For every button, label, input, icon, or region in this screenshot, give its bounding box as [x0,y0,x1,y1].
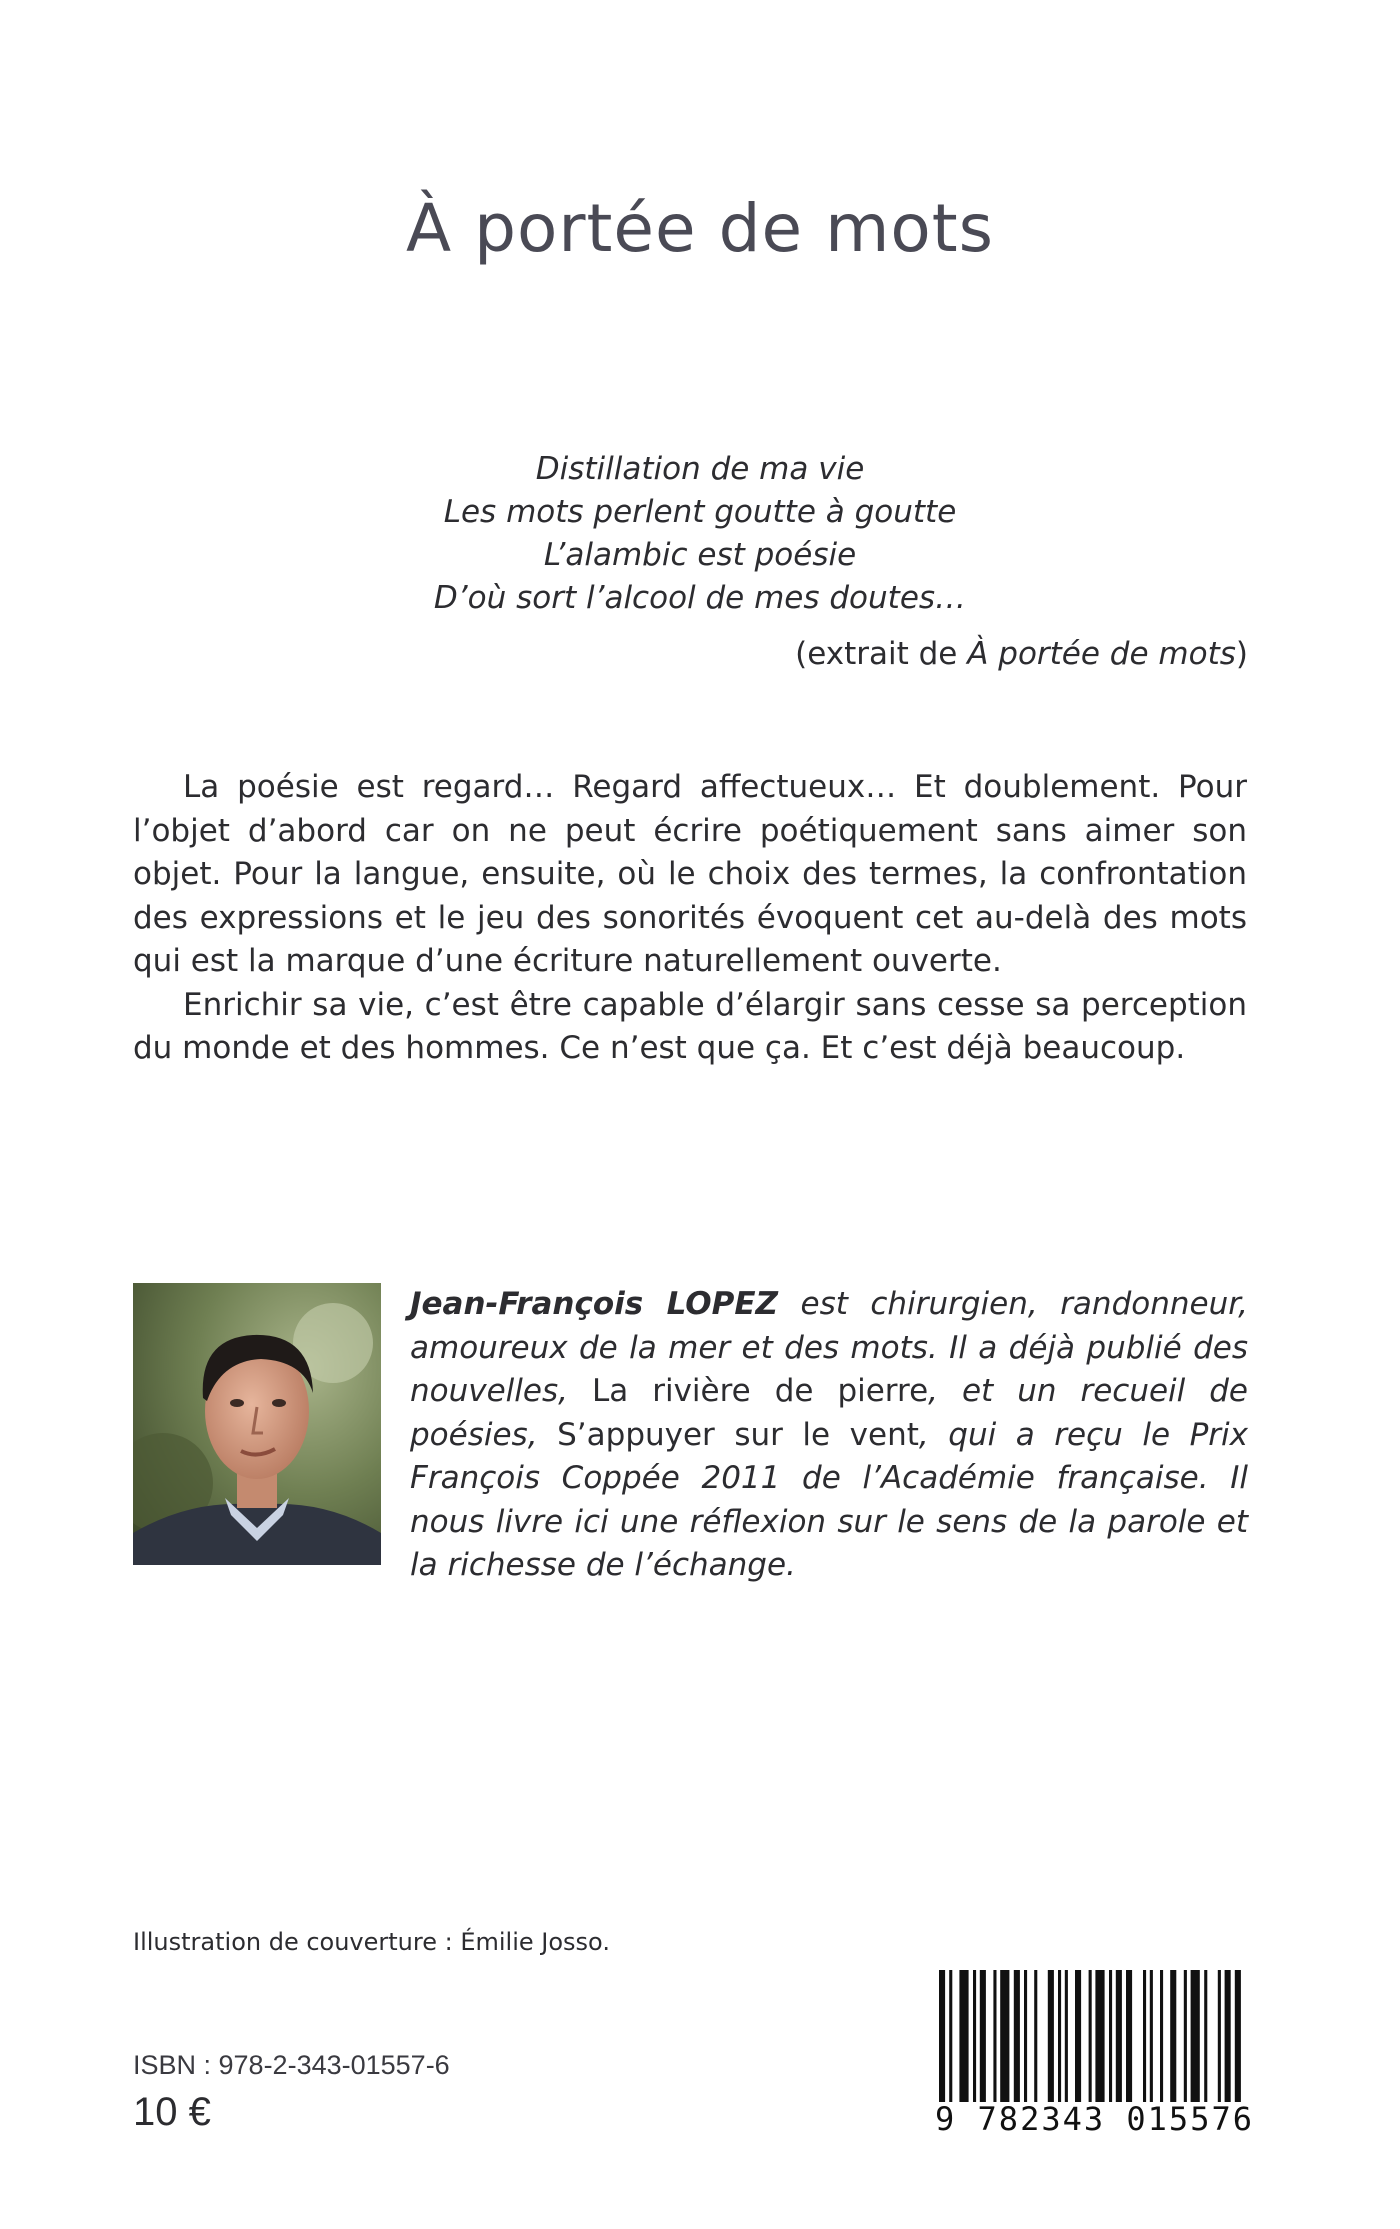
author-photo [133,1283,381,1565]
barcode-bar [1170,1970,1176,2102]
barcode-bar [1143,1970,1146,2102]
barcode-bar [1048,1970,1054,2102]
barcode-bar [980,1970,986,2102]
blurb-paragraph: La poésie est regard… Regard affectueux… Et doublement. Pour l’objet d’abord car on ne peut écrire poétiquement sans aimer son objet. Pour la langue, ensuite, où le choix des termes, la confrontation des expressions et le jeu des sonorités évoquent cet au-delà des mots qui est la marque d’une écriture naturellement ouverte. [133,769,1247,979]
barcode-bar [1095,1970,1104,2102]
barcode-bar [1024,1970,1027,2102]
barcode-bar [1191,1970,1200,2102]
barcode-bar [1204,1970,1207,2102]
excerpt-prefix: (extrait de [795,636,968,672]
barcode-bar [993,1970,996,2102]
author-name: Jean-François LOPEZ [410,1286,779,1322]
illustration-credit: Illustration de couverture : Émilie Josso. [133,1928,610,1956]
isbn: ISBN : 978-2-343-01557-6 [133,2050,450,2080]
poem-line: Les mots perlent goutte à goutte [443,494,957,530]
barcode-bar [1218,1970,1221,2102]
barcode-bar [1235,1970,1241,2102]
barcode [935,1970,1254,2138]
barcode-bar [1000,1970,1009,2102]
barcode-bar [949,1970,952,2102]
blurb [133,766,1247,1071]
barcode-bar [973,1970,976,2102]
bio-book-title: S’appuyer sur le vent [557,1416,919,1453]
bio-text: , qui a reçu le Prix François Coppée 2011 de l’Académie française. Il nous livre ici une réflexion sur le sens de la parole et la richesse de l’échange. [410,1416,1248,1583]
barcode-bar [1065,1970,1068,2102]
author-portrait-image [133,1283,381,1565]
poem-line: Distillation de ma vie [535,451,865,487]
author-bio [410,1283,1248,1588]
barcode-bar [1014,1970,1020,2102]
barcode-bar [1034,1970,1037,2102]
barcode-bars [935,1970,1247,2102]
bio-book-title: La rivière de pierre [591,1373,929,1409]
barcode-bar [1150,1970,1153,2102]
barcode-bar [959,1970,968,2102]
excerpt-title: À portée de mots [967,636,1236,672]
barcode-bar [1058,1970,1061,2102]
barcode-bar [1075,1970,1081,2102]
book-title: À portée de mots [405,190,995,267]
barcode-bar [1116,1970,1122,2102]
barcode-bar [1109,1970,1112,2102]
barcode-digits: 9 782343 015576 [935,2100,1254,2138]
barcode-bar [1089,1970,1092,2102]
blurb-paragraph: Enrichir sa vie, c’est être capable d’élargir sans cesse sa perception du monde et des hommes. Ce n’est que ça. Et c’est déjà beaucoup. [133,986,1247,1066]
poem-line: L’alambic est poésie [543,537,857,573]
excerpt-suffix: ) [1235,636,1248,672]
barcode-bar [1126,1970,1132,2102]
excerpt-source [795,636,1248,672]
barcode-bar [1225,1970,1231,2102]
poem-line: D’où sort l’alcool de mes doutes… [433,580,967,616]
bio-text: , et un recueil de poésies, [410,1373,1248,1453]
barcode-bar [939,1970,945,2102]
barcode-bar [1160,1970,1163,2102]
barcode-bar [1184,1970,1187,2102]
price: 10 € [133,2090,211,2134]
bio-text: est chirurgien, randonneur, amoureux de la mer et des mots. Il a déjà publié des nouvelles, [410,1286,1248,1409]
poem-excerpt [0,448,1400,620]
